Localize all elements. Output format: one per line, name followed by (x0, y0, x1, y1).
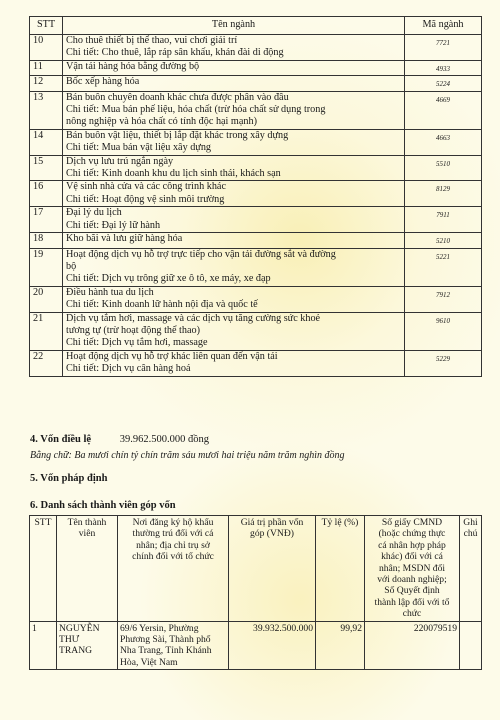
industry-row (30, 91, 482, 129)
industry-stt: 15 (30, 155, 63, 181)
industry-stt: 12 (30, 76, 63, 91)
industry-name-line: tương tự (trừ hoạt động thể thao) (66, 324, 200, 336)
member-address (118, 621, 229, 670)
member-header-note (460, 516, 482, 622)
member-row (30, 621, 482, 670)
industry-name-line: Chi tiết: Kinh doanh lữ hành nội địa và quốc tế (66, 299, 258, 311)
member-header-id (365, 516, 460, 622)
industry-row (30, 286, 482, 312)
industry-name-line: Dịch vụ tắm hơi, massage và các dịch vụ tăng cường sức khoẻ (66, 312, 321, 324)
industry-stt: 22 (30, 350, 63, 376)
industry-name (63, 91, 405, 129)
member-name (57, 621, 118, 670)
industry-code: 4669 (405, 91, 482, 129)
industry-name-line: Chi tiết: Cho thuê, lắp ráp sân khấu, khán đài di động (66, 47, 284, 59)
cell-line: chú (463, 528, 478, 540)
industry-row (30, 350, 482, 376)
section-4-title: 4. Vốn điều lệ (30, 434, 92, 445)
industry-row (30, 207, 482, 233)
industry-name-line: Chi tiết: Mua bán vật liệu xây dựng (66, 142, 212, 154)
member-table-header (30, 516, 482, 622)
cell-line: với doanh nghiệp; (377, 574, 447, 586)
industry-stt: 14 (30, 129, 63, 155)
member-table-body (30, 621, 482, 670)
industry-name-line: Cho thuê thiết bị thể thao, vui chơi giải trí (66, 35, 238, 46)
cell-line: THƯ (59, 634, 80, 646)
charter-capital-amount: 39.962.500.000 đồng (119, 434, 209, 445)
cell-line: cá nhân hợp pháp (378, 539, 446, 551)
cell-line: Số Quyết định (384, 585, 440, 597)
member-note (460, 621, 482, 670)
cell-line: Hòa, Việt Nam (120, 656, 178, 668)
member-header-stt: STT (30, 516, 57, 622)
industry-stt: 19 (30, 248, 63, 286)
industry-code: 8129 (405, 181, 482, 207)
industry-name (63, 35, 405, 61)
cell-line: viên (78, 528, 96, 540)
industry-table (29, 16, 482, 377)
industry-name-line: Chi tiết: Đại lý lữ hành (66, 219, 161, 231)
industry-name-line: Đại lý du lịch (66, 207, 122, 219)
industry-name-line: Chi tiết: Kinh doanh khu du lịch sinh thái, khách sạn (66, 168, 281, 180)
cell-line: chức (402, 608, 422, 620)
cell-line: chính đối với tổ chức (132, 551, 214, 563)
cell-line: 69/6 Yersin, Phường (120, 622, 199, 634)
industry-stt: 13 (30, 91, 63, 129)
industry-row (30, 60, 482, 75)
industry-stt: 16 (30, 181, 63, 207)
industry-stt: 10 (30, 35, 63, 61)
industry-row (30, 181, 482, 207)
industry-name-line: Bốc xếp hàng hóa (66, 76, 140, 88)
industry-name-line: Chi tiết: Dịch vụ trông giữ xe ô tô, xe máy, xe đạp (66, 273, 271, 285)
industry-table-body (30, 35, 482, 377)
industry-stt: 11 (30, 60, 63, 75)
industry-code: 4933 (405, 60, 482, 75)
industry-name-line: Bán buôn vật liệu, thiết bị lắp đặt khác trong xây dựng (66, 129, 289, 141)
member-stt: 1 (30, 621, 57, 670)
industry-name (63, 76, 405, 91)
industry-code: 7912 (405, 286, 482, 312)
cell-line: thành lập đối với tổ (374, 596, 450, 608)
industry-name (63, 129, 405, 155)
industry-name-line: bộ (66, 260, 77, 272)
industry-name-line: Hoạt động dịch vụ hỗ trợ khác liên quan đến vận tải (66, 350, 278, 362)
industry-code: 5229 (405, 350, 482, 376)
industry-row (30, 312, 482, 350)
member-id: 220079519 (365, 621, 460, 670)
cell-line: góp (VNĐ) (250, 528, 294, 540)
cell-line: Ghi (463, 517, 478, 528)
charter-capital-in-words: Bằng chữ: Ba mươi chín tỷ chín trăm sáu mươi hai triệu năm trăm nghìn đồng (30, 450, 345, 461)
industry-name-line: nông nghiệp và hóa chất có tính độc hại mạnh) (66, 116, 257, 128)
industry-stt: 20 (30, 286, 63, 312)
industry-name (63, 312, 405, 350)
industry-stt: 21 (30, 312, 63, 350)
industry-name (63, 248, 405, 286)
industry-row (30, 233, 482, 248)
industry-name (63, 207, 405, 233)
member-value: 39.932.500.000 (229, 621, 316, 670)
industry-name-line: Điều hành tua du lịch (66, 286, 154, 298)
section-5-title: 5. Vốn pháp định (30, 473, 108, 484)
industry-name-line: Chi tiết: Dịch vụ tắm hơi, massage (66, 337, 208, 349)
cell-line: (hoặc chứng thực (378, 528, 446, 540)
industry-name (63, 286, 405, 312)
industry-code: 5221 (405, 248, 482, 286)
industry-code: 4663 (405, 129, 482, 155)
cell-line: Nha Trang, Tỉnh Khánh (120, 645, 212, 657)
cell-line: NGUYỄN (59, 622, 100, 634)
industry-code: 5210 (405, 233, 482, 248)
industry-table-header (30, 17, 482, 35)
cell-line: nhân; địa chỉ trụ sở (136, 539, 210, 551)
industry-name (63, 60, 405, 75)
industry-name (63, 155, 405, 181)
member-header-name (57, 516, 118, 622)
cell-line: TRANG (59, 645, 93, 657)
member-header-value (229, 516, 316, 622)
industry-code: 5510 (405, 155, 482, 181)
member-table (29, 515, 482, 670)
industry-row (30, 76, 482, 91)
industry-name-line: Hoạt động dịch vụ hỗ trợ trực tiếp cho vận tải đường sắt và đường (66, 248, 336, 260)
industry-name-line: Dịch vụ lưu trú ngắn ngày (66, 155, 174, 167)
cell-line: thường trú đối với cá (132, 528, 214, 540)
cell-line: nhân; MSDN đối (378, 562, 446, 574)
industry-name-line: Bán buôn chuyên doanh khác chưa được phân vào đâu (66, 91, 289, 103)
cell-line: Giá trị phần vốn (240, 517, 304, 528)
industry-name-line: Kho bãi và lưu giữ hàng hóa (66, 233, 183, 245)
industry-row (30, 129, 482, 155)
industry-name-line: Chi tiết: Mua bán phế liệu, hóa chất (trừ hóa chất sử dụng trong (66, 104, 326, 116)
industry-name-line: Chi tiết: Dịch vụ cân hàng hoá (66, 363, 191, 375)
industry-row (30, 155, 482, 181)
industry-code: 7911 (405, 207, 482, 233)
industry-code: 9610 (405, 312, 482, 350)
industry-row (30, 35, 482, 61)
section-6-title: 6. Danh sách thành viên góp vốn (30, 500, 176, 511)
member-header-ratio: Tỷ lệ (%) (316, 516, 365, 622)
header-name: Tên ngành (63, 17, 405, 35)
member-ratio: 99,92 (316, 621, 365, 670)
industry-code: 7721 (405, 35, 482, 61)
header-code: Mã ngành (405, 17, 482, 35)
cell-line: Phương Sài, Thành phố (120, 634, 211, 646)
industry-name-line: Chi tiết: Hoạt động vệ sinh môi trường (66, 193, 225, 205)
section-4-line (30, 434, 209, 445)
cell-line: Tên thành (67, 517, 107, 528)
cell-line: Nơi đăng ký hộ khẩu (132, 517, 214, 528)
industry-stt: 18 (30, 233, 63, 248)
industry-name (63, 350, 405, 376)
industry-stt: 17 (30, 207, 63, 233)
member-header-address (118, 516, 229, 622)
cell-line: khác) đối với cá (381, 551, 443, 563)
industry-name-line: Vận tải hàng hóa bằng đường bộ (66, 60, 200, 72)
cell-line: Số giấy CMND (381, 517, 443, 528)
industry-row (30, 248, 482, 286)
header-stt: STT (30, 17, 63, 35)
industry-code: 5224 (405, 76, 482, 91)
industry-name-line: Vệ sinh nhà cửa và các công trình khác (66, 181, 226, 193)
industry-name (63, 233, 405, 248)
industry-name (63, 181, 405, 207)
